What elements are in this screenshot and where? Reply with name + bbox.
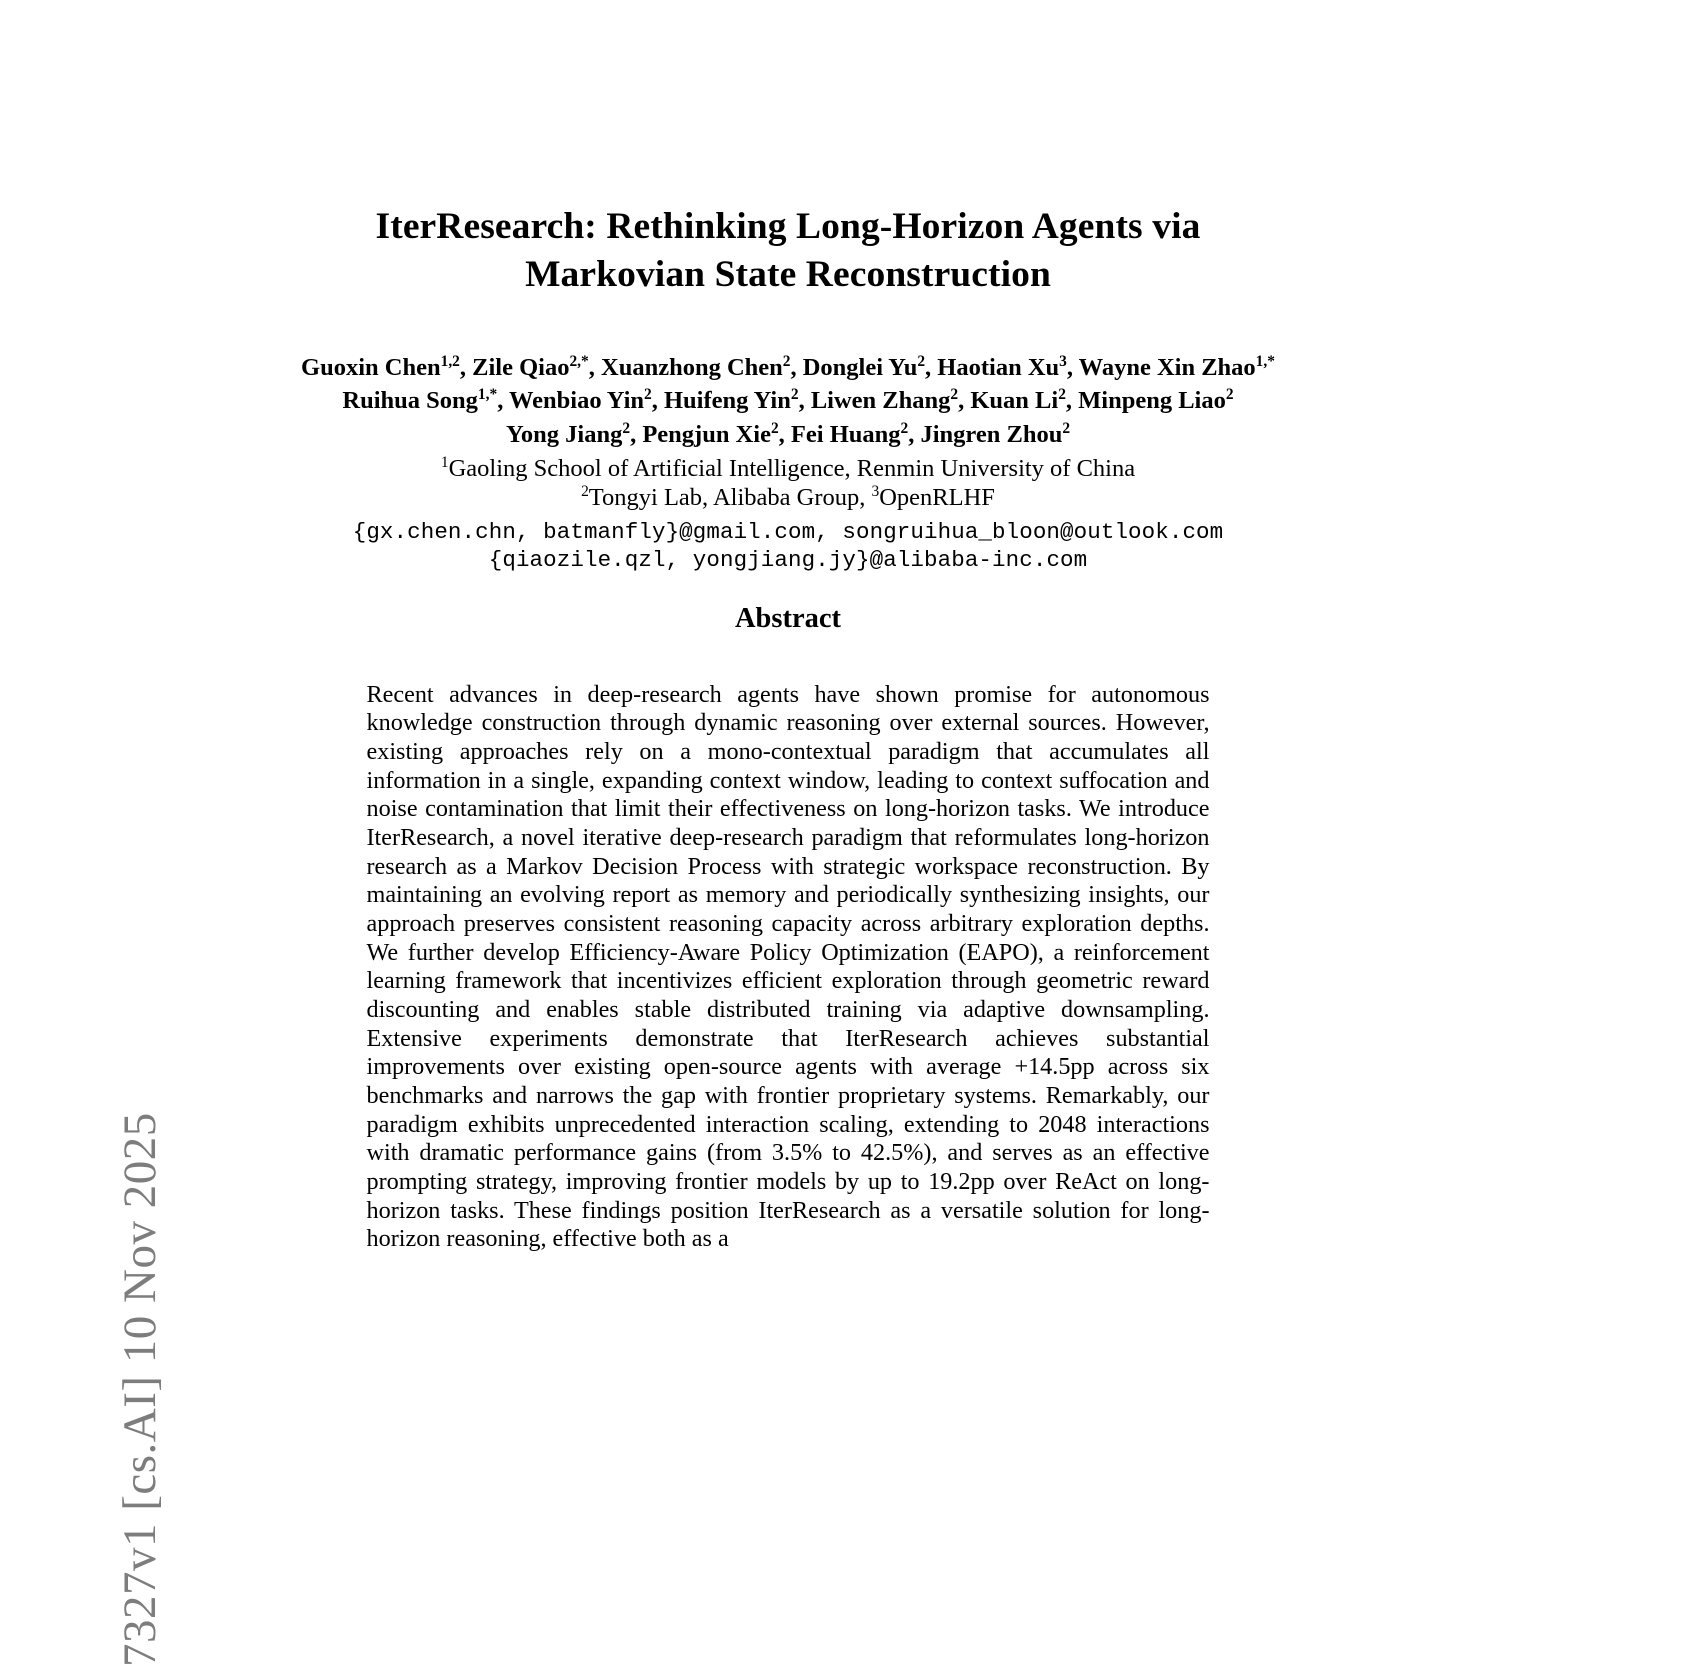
email-line-1: {gx.chen.chn, batmanfly}@gmail.com, songruihua_bloon@outlook.com <box>352 518 1224 545</box>
author-line-3: Yong Jiang$^2$, Pengjun Xie$^2$, Fei Huang$^2$, Jingren Zhou$^2$ <box>505 419 1071 448</box>
page-title <box>283 0 1293 299</box>
author-line-2: Ruihua Song$^{1,*}$, Wenbiao Yin$^2$, Huifeng Yin$^2$, Liwen Zhang$^2$, Kuan Li$^2$, Minpeng Liao$^2$ <box>342 386 1234 415</box>
email-line-2: {qiaozile.qzl, yongjiang.jy}@alibaba-inc.com <box>488 546 1088 573</box>
arxiv-stamp-text: 7327v1 [cs.AI] 10 Nov 2025 <box>114 1112 166 1667</box>
author-line-1: Guoxin Chen$^{1,2}$, Zile Qiao$^{2,*}$, Xuanzhong Chen$^2$, Donglei Yu$^2$, Haotian Xu$^3$, Wayne Xin Zhao$^{1,*}$ <box>301 352 1275 381</box>
paper-content <box>283 0 1293 1278</box>
affiliation-list <box>283 451 1293 513</box>
abstract-heading: Abstract <box>734 602 842 634</box>
arxiv-stamp <box>0 0 166 1667</box>
abstract-section <box>283 635 1293 1279</box>
affiliation-line-2: $^2$Tongyi Lab, Alibaba Group, $^3$OpenRLHF <box>581 482 995 511</box>
author-list <box>283 299 1293 451</box>
email-list <box>283 513 1293 575</box>
affiliation-line-1: $^1$Gaoling School of Artificial Intelligence, Renmin University of China <box>440 453 1136 482</box>
abstract-text: Recent advances in deep-research agents have shown promise for autonomous knowledge construction through dynamic reasoning over external sources. However, existing approaches rely on a mono-contextual paradigm that accumulates all information in a single, expanding context window, leading to context suffocation and noise contamination that limit their effectiveness on long-horizon tasks. We introduce IterResearch, a novel iterative deep-research paradigm that reformulates long-horizon research as a Markov Decision Process with strategic workspace reconstruction. By maintaining an evolving report as memory and periodically synthesizing insights, our approach preserves consistent reasoning capacity across arbitrary exploration depths. We further develop Efficiency-Aware Policy Optimization (EAPO), a reinforcement learning framework that incentivizes efficient exploration through geometric reward discounting and enables stable distributed training via adaptive downsampling. Extensive experiments demonstrate that IterResearch achieves substantial improvements over existing open-source agents with average +14.5pp across six benchmarks and narrows the gap with frontier proprietary systems. Remarkably, our paradigm exhibits unprecedented interaction scaling, extending to 2048 interactions with dramatic performance gains (from 3.5% to 42.5%), and serves as an effective prompting strategy, improving frontier models by up to 19.2pp over ReAct on long-horizon tasks. These findings position IterResearch as a versatile solution for long-horizon reasoning, effective both as a <box>366 680 1210 1253</box>
paper-title-text: IterResearch: Rethinking Long-Horizon Agents via Markovian State Reconstruction <box>375 206 1201 295</box>
